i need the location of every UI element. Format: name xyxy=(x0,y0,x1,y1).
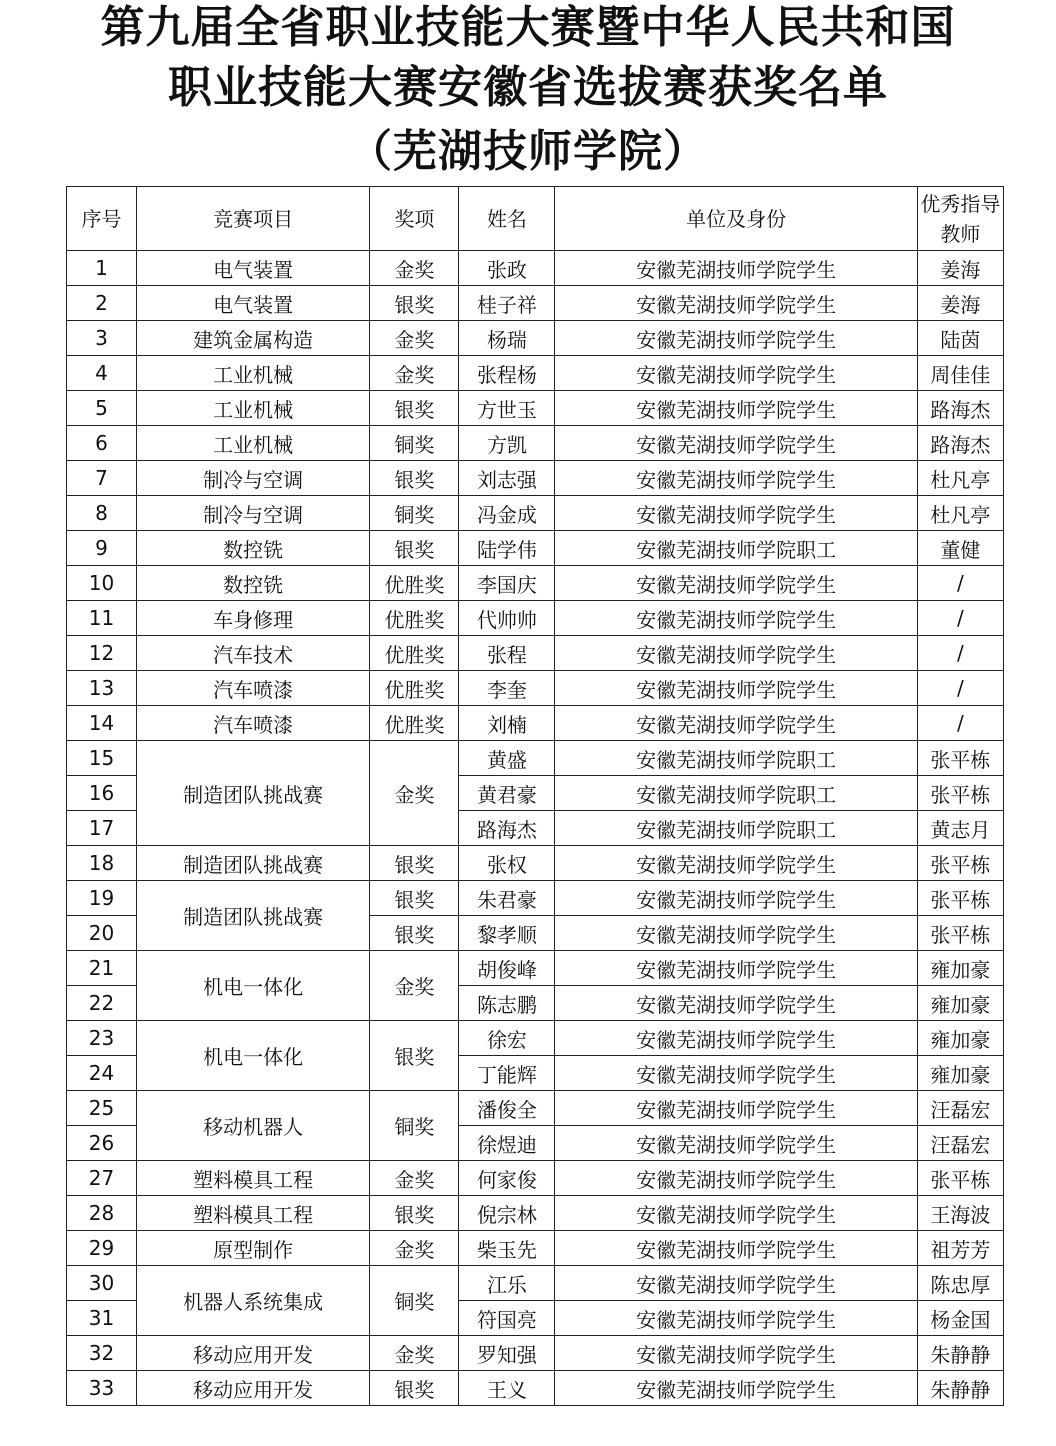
cell-unit: 安徽芜湖技师学院学生 xyxy=(555,1231,917,1266)
cell-no: 22 xyxy=(67,986,137,1021)
cell-no: 6 xyxy=(67,426,137,461)
table-row xyxy=(67,461,1004,496)
cell-teacher: 路海杰 xyxy=(917,391,1003,426)
cell-event: 移动应用开发 xyxy=(137,1371,370,1406)
cell-teacher: 汪磊宏 xyxy=(917,1126,1003,1161)
cell-name: 罗知强 xyxy=(459,1336,555,1371)
cell-teacher: 周佳佳 xyxy=(917,356,1003,391)
header-award: 奖项 xyxy=(370,187,459,251)
table-row xyxy=(67,1231,1004,1266)
cell-event: 机电一体化 xyxy=(137,951,370,1021)
cell-name: 方世玉 xyxy=(459,391,555,426)
cell-award: 金奖 xyxy=(370,356,459,391)
cell-event: 工业机械 xyxy=(137,391,370,426)
cell-event: 塑料模具工程 xyxy=(137,1161,370,1196)
cell-unit: 安徽芜湖技师学院学生 xyxy=(555,496,917,531)
table-row xyxy=(67,321,1004,356)
title-line-2: 职业技能大赛安徽省选拔赛获奖名单 xyxy=(168,62,888,113)
cell-no: 12 xyxy=(67,636,137,671)
cell-no: 19 xyxy=(67,881,137,916)
cell-teacher: / xyxy=(917,671,1003,706)
cell-unit: 安徽芜湖技师学院学生 xyxy=(555,1161,917,1196)
cell-teacher: 杨金国 xyxy=(917,1301,1003,1336)
cell-event: 原型制作 xyxy=(137,1231,370,1266)
cell-award: 金奖 xyxy=(370,741,459,846)
cell-no: 3 xyxy=(67,321,137,356)
cell-award: 金奖 xyxy=(370,251,459,286)
cell-unit: 安徽芜湖技师学院学生 xyxy=(555,1091,917,1126)
cell-name: 李奎 xyxy=(459,671,555,706)
cell-name: 张权 xyxy=(459,846,555,881)
table-row xyxy=(67,566,1004,601)
cell-name: 李国庆 xyxy=(459,566,555,601)
cell-no: 28 xyxy=(67,1196,137,1231)
cell-event: 电气装置 xyxy=(137,251,370,286)
cell-name: 徐煜迪 xyxy=(459,1126,555,1161)
cell-unit: 安徽芜湖技师学院学生 xyxy=(555,951,917,986)
table-row xyxy=(67,1336,1004,1371)
cell-event: 制冷与空调 xyxy=(137,496,370,531)
cell-teacher: 张平栋 xyxy=(917,916,1003,951)
cell-unit: 安徽芜湖技师学院学生 xyxy=(555,881,917,916)
cell-teacher: 朱静静 xyxy=(917,1336,1003,1371)
cell-unit: 安徽芜湖技师学院学生 xyxy=(555,636,917,671)
cell-award: 铜奖 xyxy=(370,426,459,461)
cell-teacher: 雍加豪 xyxy=(917,986,1003,1021)
cell-award: 金奖 xyxy=(370,1161,459,1196)
cell-teacher: / xyxy=(917,601,1003,636)
table-row xyxy=(67,1266,1004,1301)
cell-award: 银奖 xyxy=(370,846,459,881)
header-unit: 单位及身份 xyxy=(555,187,917,251)
cell-name: 徐宏 xyxy=(459,1021,555,1056)
cell-no: 17 xyxy=(67,811,137,846)
cell-teacher: 张平栋 xyxy=(917,1161,1003,1196)
table-row xyxy=(67,391,1004,426)
cell-unit: 安徽芜湖技师学院学生 xyxy=(555,1126,917,1161)
cell-unit: 安徽芜湖技师学院学生 xyxy=(555,461,917,496)
cell-unit: 安徽芜湖技师学院学生 xyxy=(555,1196,917,1231)
cell-unit: 安徽芜湖技师学院学生 xyxy=(555,286,917,321)
cell-award: 优胜奖 xyxy=(370,601,459,636)
cell-no: 5 xyxy=(67,391,137,426)
cell-event: 车身修理 xyxy=(137,601,370,636)
cell-award: 优胜奖 xyxy=(370,706,459,741)
cell-unit: 安徽芜湖技师学院学生 xyxy=(555,1371,917,1406)
cell-teacher: 陆茵 xyxy=(917,321,1003,356)
cell-name: 黄盛 xyxy=(459,741,555,776)
cell-teacher: 雍加豪 xyxy=(917,951,1003,986)
cell-no: 7 xyxy=(67,461,137,496)
table-row xyxy=(67,601,1004,636)
cell-unit: 安徽芜湖技师学院学生 xyxy=(555,566,917,601)
cell-unit: 安徽芜湖技师学院职工 xyxy=(555,776,917,811)
cell-no: 14 xyxy=(67,706,137,741)
cell-event: 汽车喷漆 xyxy=(137,706,370,741)
cell-teacher: / xyxy=(917,636,1003,671)
cell-award: 银奖 xyxy=(370,461,459,496)
cell-event: 制造团队挑战赛 xyxy=(137,741,370,846)
table-row xyxy=(67,881,1004,916)
cell-no: 30 xyxy=(67,1266,137,1301)
cell-teacher: 朱静静 xyxy=(917,1371,1003,1406)
cell-event: 工业机械 xyxy=(137,356,370,391)
cell-unit: 安徽芜湖技师学院学生 xyxy=(555,426,917,461)
header-no: 序号 xyxy=(67,187,137,251)
cell-teacher: 黄志月 xyxy=(917,811,1003,846)
cell-award: 银奖 xyxy=(370,881,459,916)
table-header-row xyxy=(67,187,1004,251)
cell-teacher: 陈忠厚 xyxy=(917,1266,1003,1301)
cell-award: 铜奖 xyxy=(370,1091,459,1161)
cell-name: 陈志鹏 xyxy=(459,986,555,1021)
cell-event: 数控铣 xyxy=(137,531,370,566)
cell-event: 机电一体化 xyxy=(137,1021,370,1091)
header-name: 姓名 xyxy=(459,187,555,251)
cell-teacher: 祖芳芳 xyxy=(917,1231,1003,1266)
cell-teacher: 张平栋 xyxy=(917,881,1003,916)
cell-unit: 安徽芜湖技师学院学生 xyxy=(555,916,917,951)
cell-event: 汽车喷漆 xyxy=(137,671,370,706)
cell-unit: 安徽芜湖技师学院学生 xyxy=(555,356,917,391)
cell-event: 建筑金属构造 xyxy=(137,321,370,356)
cell-unit: 安徽芜湖技师学院职工 xyxy=(555,531,917,566)
cell-name: 刘楠 xyxy=(459,706,555,741)
header-event: 竞赛项目 xyxy=(137,187,370,251)
cell-no: 33 xyxy=(67,1371,137,1406)
cell-teacher: 姜海 xyxy=(917,286,1003,321)
cell-teacher: 张平栋 xyxy=(917,776,1003,811)
cell-teacher: 杜凡亭 xyxy=(917,461,1003,496)
cell-unit: 安徽芜湖技师学院学生 xyxy=(555,671,917,706)
cell-no: 11 xyxy=(67,601,137,636)
cell-teacher: 王海波 xyxy=(917,1196,1003,1231)
title-line-3: （芜湖技师学院） xyxy=(348,126,708,177)
cell-event: 移动应用开发 xyxy=(137,1336,370,1371)
table-row xyxy=(67,286,1004,321)
cell-no: 27 xyxy=(67,1161,137,1196)
cell-teacher: 张平栋 xyxy=(917,741,1003,776)
cell-event: 制冷与空调 xyxy=(137,461,370,496)
table-row xyxy=(67,951,1004,986)
cell-award: 优胜奖 xyxy=(370,566,459,601)
cell-teacher: 雍加豪 xyxy=(917,1021,1003,1056)
cell-no: 20 xyxy=(67,916,137,951)
cell-name: 桂子祥 xyxy=(459,286,555,321)
cell-no: 1 xyxy=(67,251,137,286)
cell-event: 数控铣 xyxy=(137,566,370,601)
cell-award: 铜奖 xyxy=(370,1266,459,1336)
cell-name: 代帅帅 xyxy=(459,601,555,636)
cell-name: 符国亮 xyxy=(459,1301,555,1336)
cell-event: 电气装置 xyxy=(137,286,370,321)
cell-teacher: 汪磊宏 xyxy=(917,1091,1003,1126)
cell-name: 黄君豪 xyxy=(459,776,555,811)
cell-no: 26 xyxy=(67,1126,137,1161)
award-table xyxy=(66,186,1004,1406)
cell-no: 25 xyxy=(67,1091,137,1126)
table-row xyxy=(67,496,1004,531)
table-row xyxy=(67,1161,1004,1196)
cell-award: 铜奖 xyxy=(370,496,459,531)
cell-event: 工业机械 xyxy=(137,426,370,461)
cell-teacher: 董健 xyxy=(917,531,1003,566)
cell-name: 黎孝顺 xyxy=(459,916,555,951)
cell-event: 制造团队挑战赛 xyxy=(137,846,370,881)
cell-no: 4 xyxy=(67,356,137,391)
cell-teacher: 雍加豪 xyxy=(917,1056,1003,1091)
cell-teacher: / xyxy=(917,566,1003,601)
cell-award: 优胜奖 xyxy=(370,671,459,706)
table-row xyxy=(67,251,1004,286)
cell-name: 王义 xyxy=(459,1371,555,1406)
cell-no: 10 xyxy=(67,566,137,601)
cell-teacher: 杜凡亭 xyxy=(917,496,1003,531)
cell-no: 16 xyxy=(67,776,137,811)
cell-name: 方凯 xyxy=(459,426,555,461)
cell-award: 银奖 xyxy=(370,391,459,426)
cell-name: 江乐 xyxy=(459,1266,555,1301)
table-row xyxy=(67,636,1004,671)
table-row xyxy=(67,846,1004,881)
table-row xyxy=(67,741,1004,776)
cell-event: 机器人系统集成 xyxy=(137,1266,370,1336)
cell-award: 金奖 xyxy=(370,1336,459,1371)
cell-award: 银奖 xyxy=(370,1196,459,1231)
table-row xyxy=(67,1091,1004,1126)
cell-no: 21 xyxy=(67,951,137,986)
cell-no: 9 xyxy=(67,531,137,566)
cell-event: 汽车技术 xyxy=(137,636,370,671)
cell-no: 24 xyxy=(67,1056,137,1091)
table-row xyxy=(67,426,1004,461)
cell-unit: 安徽芜湖技师学院学生 xyxy=(555,321,917,356)
cell-unit: 安徽芜湖技师学院学生 xyxy=(555,601,917,636)
cell-award: 金奖 xyxy=(370,1231,459,1266)
cell-unit: 安徽芜湖技师学院学生 xyxy=(555,1021,917,1056)
cell-unit: 安徽芜湖技师学院学生 xyxy=(555,1301,917,1336)
cell-name: 潘俊全 xyxy=(459,1091,555,1126)
cell-teacher: 路海杰 xyxy=(917,426,1003,461)
cell-unit: 安徽芜湖技师学院学生 xyxy=(555,391,917,426)
header-teacher: 优秀指导教师 xyxy=(917,187,1003,251)
table-row xyxy=(67,1196,1004,1231)
cell-unit: 安徽芜湖技师学院学生 xyxy=(555,1336,917,1371)
cell-unit: 安徽芜湖技师学院职工 xyxy=(555,811,917,846)
cell-unit: 安徽芜湖技师学院职工 xyxy=(555,741,917,776)
cell-name: 倪宗林 xyxy=(459,1196,555,1231)
cell-award: 金奖 xyxy=(370,951,459,1021)
cell-teacher: 张平栋 xyxy=(917,846,1003,881)
cell-name: 张政 xyxy=(459,251,555,286)
cell-event: 塑料模具工程 xyxy=(137,1196,370,1231)
cell-award: 金奖 xyxy=(370,321,459,356)
cell-name: 刘志强 xyxy=(459,461,555,496)
cell-name: 张程杨 xyxy=(459,356,555,391)
cell-name: 胡俊峰 xyxy=(459,951,555,986)
table-row xyxy=(67,1371,1004,1406)
cell-no: 8 xyxy=(67,496,137,531)
cell-unit: 安徽芜湖技师学院学生 xyxy=(555,251,917,286)
cell-no: 18 xyxy=(67,846,137,881)
cell-award: 银奖 xyxy=(370,1371,459,1406)
cell-no: 31 xyxy=(67,1301,137,1336)
cell-name: 丁能辉 xyxy=(459,1056,555,1091)
cell-award: 银奖 xyxy=(370,286,459,321)
cell-name: 柴玉先 xyxy=(459,1231,555,1266)
title-line-1: 第九届全省职业技能大赛暨中华人民共和国 xyxy=(100,2,956,53)
table-row xyxy=(67,1021,1004,1056)
cell-no: 15 xyxy=(67,741,137,776)
cell-no: 32 xyxy=(67,1336,137,1371)
cell-name: 何家俊 xyxy=(459,1161,555,1196)
table-row xyxy=(67,356,1004,391)
cell-teacher: / xyxy=(917,706,1003,741)
cell-name: 路海杰 xyxy=(459,811,555,846)
cell-name: 冯金成 xyxy=(459,496,555,531)
table-row xyxy=(67,531,1004,566)
cell-unit: 安徽芜湖技师学院学生 xyxy=(555,706,917,741)
cell-name: 杨瑞 xyxy=(459,321,555,356)
cell-no: 23 xyxy=(67,1021,137,1056)
cell-name: 张程 xyxy=(459,636,555,671)
cell-award: 银奖 xyxy=(370,916,459,951)
table-row xyxy=(67,706,1004,741)
cell-unit: 安徽芜湖技师学院学生 xyxy=(555,1266,917,1301)
cell-event: 制造团队挑战赛 xyxy=(137,881,370,951)
cell-unit: 安徽芜湖技师学院学生 xyxy=(555,846,917,881)
cell-name: 陆学伟 xyxy=(459,531,555,566)
cell-award: 优胜奖 xyxy=(370,636,459,671)
table-row xyxy=(67,671,1004,706)
cell-unit: 安徽芜湖技师学院学生 xyxy=(555,986,917,1021)
cell-event: 移动机器人 xyxy=(137,1091,370,1161)
cell-name: 朱君豪 xyxy=(459,881,555,916)
cell-award: 银奖 xyxy=(370,531,459,566)
cell-teacher: 姜海 xyxy=(917,251,1003,286)
cell-award: 银奖 xyxy=(370,1021,459,1091)
cell-no: 29 xyxy=(67,1231,137,1266)
cell-no: 13 xyxy=(67,671,137,706)
cell-unit: 安徽芜湖技师学院学生 xyxy=(555,1056,917,1091)
cell-no: 2 xyxy=(67,286,137,321)
